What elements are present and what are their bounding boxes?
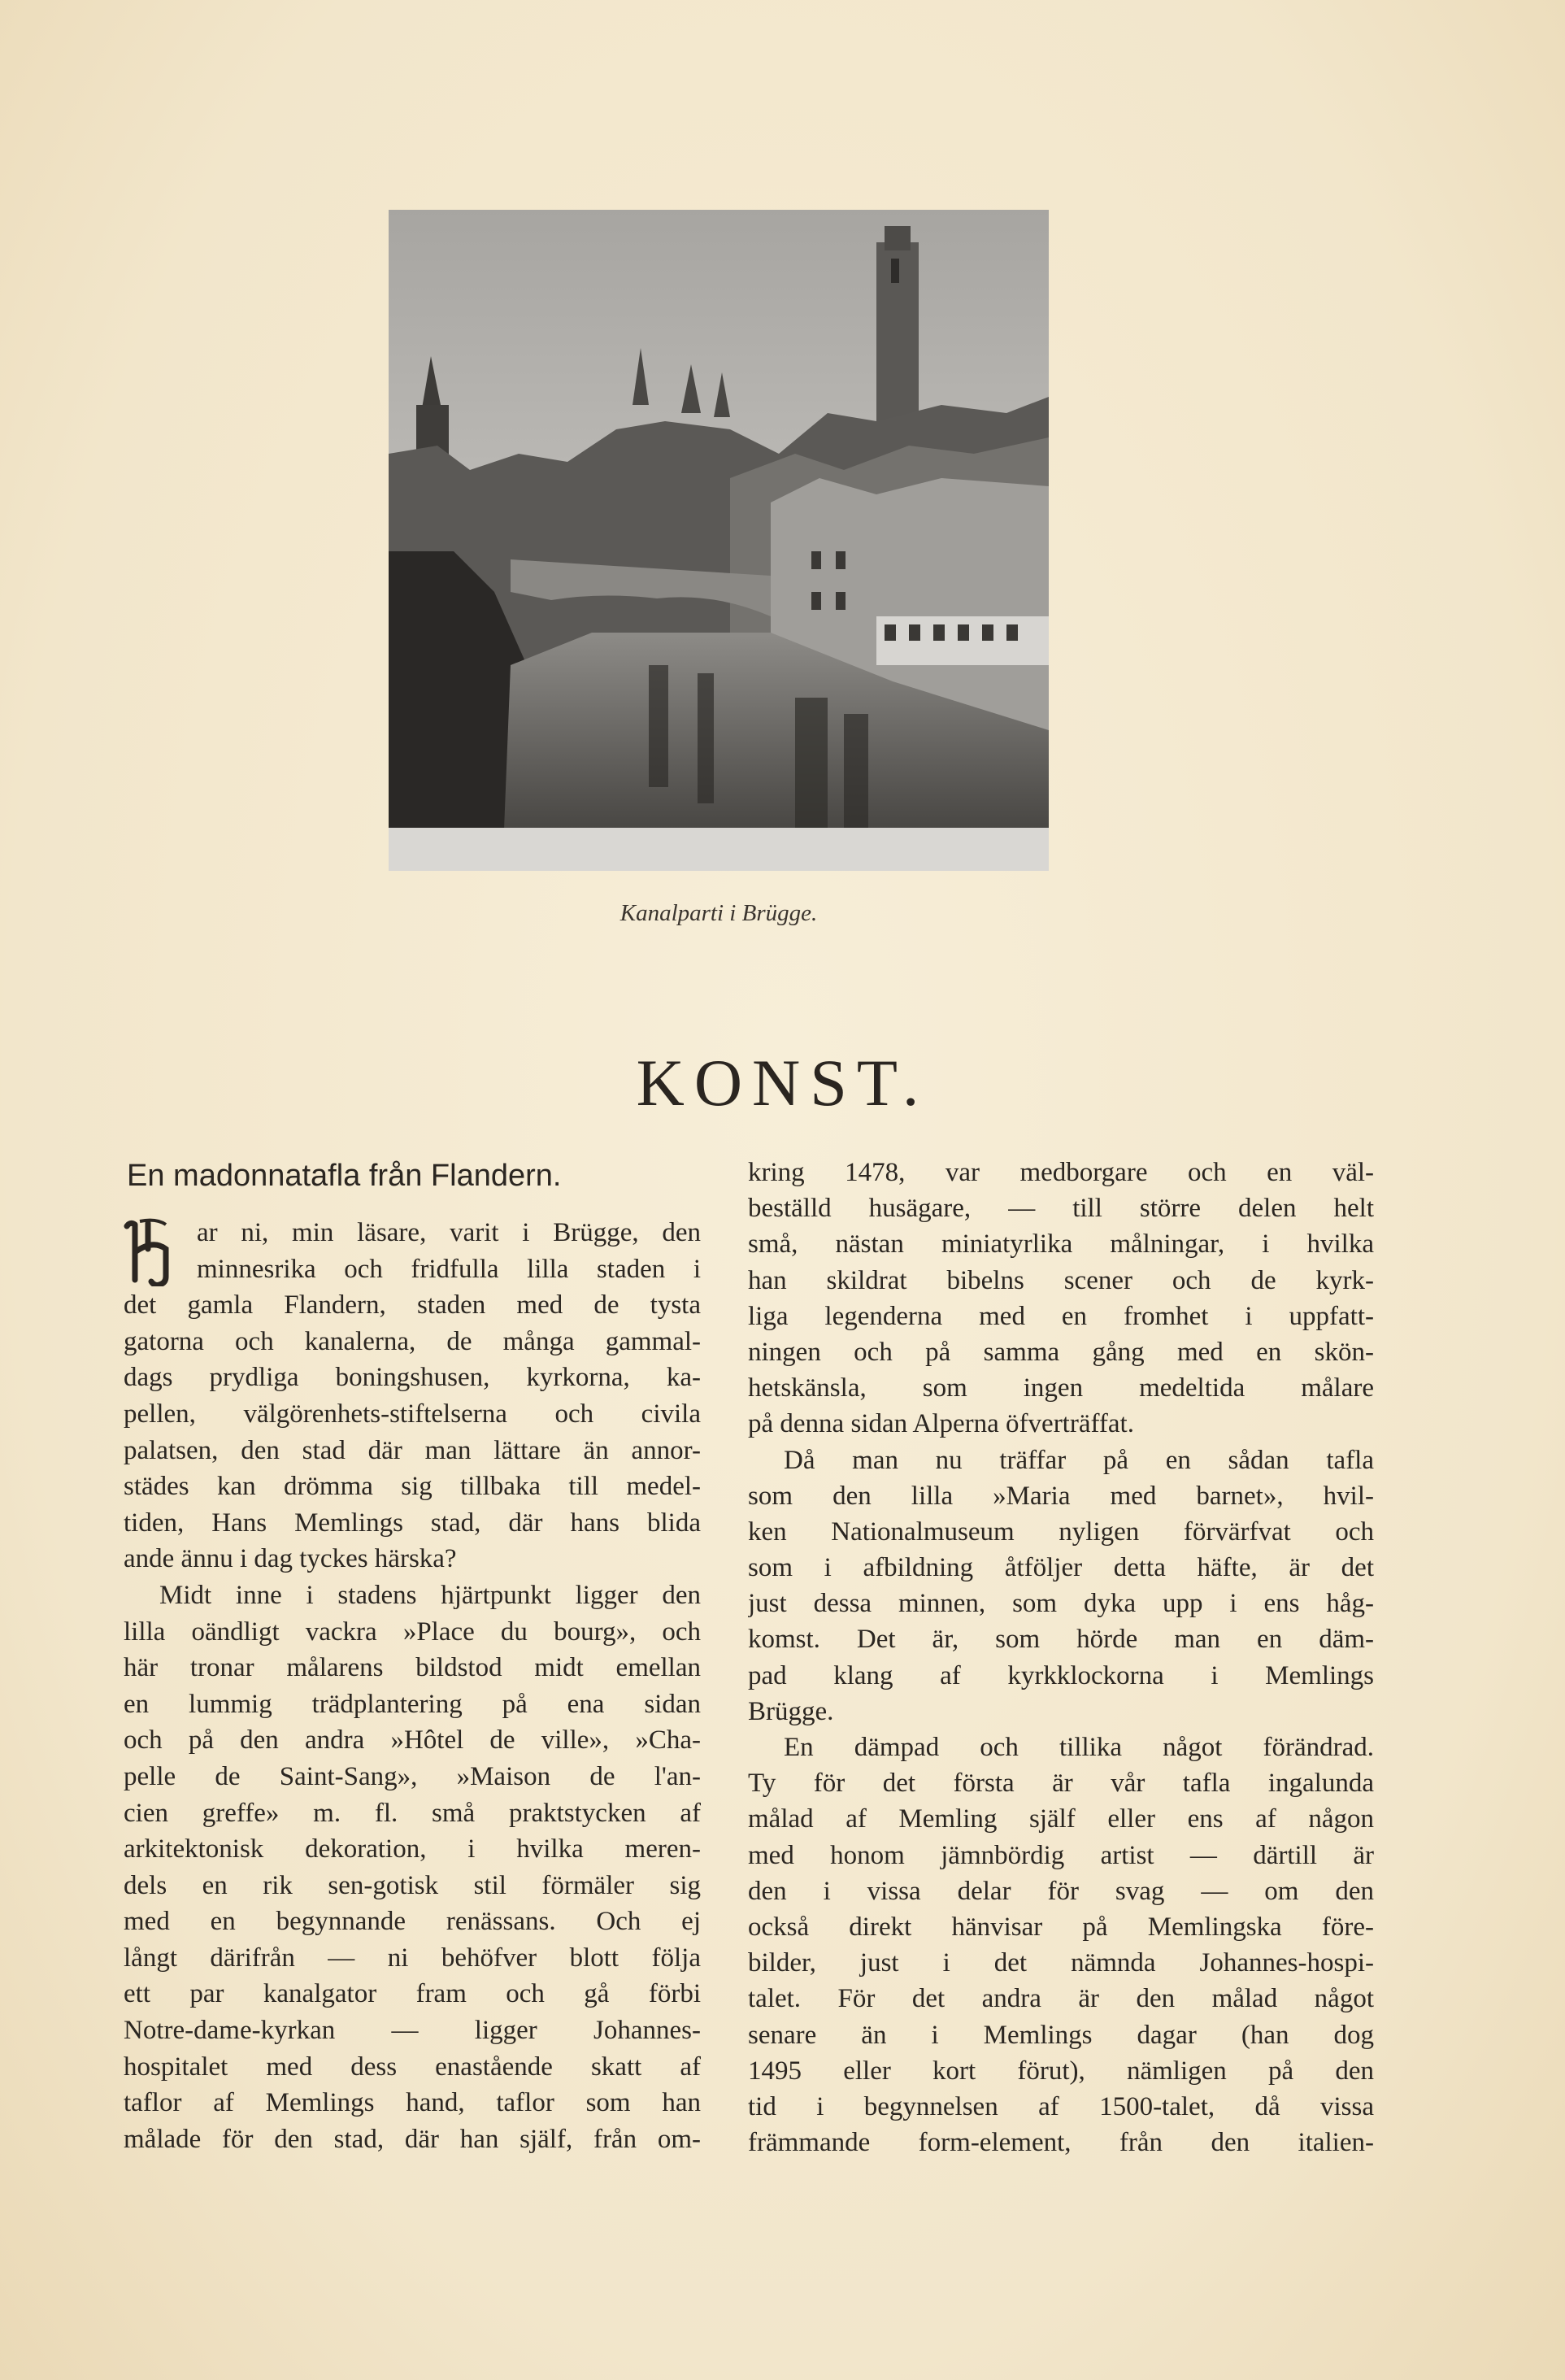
section-heading: KONST. bbox=[636, 1046, 929, 1120]
text-line: tiden, Hans Memlings stad, där hans blida bbox=[124, 1508, 701, 1538]
text-line: palatsen, den stad där man lättare än annor- bbox=[124, 1435, 701, 1465]
text-line: målad af Memling själf eller ens af någon bbox=[748, 1804, 1374, 1834]
text-line: en lummig trädplantering på ena sidan bbox=[124, 1689, 701, 1719]
text-line: Ty för det första är vår tafla ingalunda bbox=[748, 1769, 1374, 1799]
text-line: långt därifrån — ni behöfver blott följa bbox=[124, 1943, 701, 1973]
text-line: just dessa minnen, som dyka upp i ens håg- bbox=[748, 1589, 1374, 1619]
text-line: också direkt hänvisar på Memlingska före- bbox=[748, 1912, 1374, 1942]
text-line: Notre-dame-kyrkan — ligger Johannes- bbox=[124, 2016, 701, 2046]
text-line: som i afbildning åtföljer detta häfte, är det bbox=[748, 1553, 1374, 1583]
text-line: ningen och på samma gång med en skön- bbox=[748, 1337, 1374, 1367]
text-line: ande ännu i dag tyckes härska? bbox=[124, 1544, 457, 1574]
text-line: med en begynnande renässans. Och ej bbox=[124, 1907, 701, 1937]
photo-illustration bbox=[389, 210, 1049, 871]
text-line: Brügge. bbox=[748, 1696, 834, 1726]
text-line: beställd husägare, — till större delen helt bbox=[748, 1194, 1374, 1224]
text-line: pad klang af kyrkklockorna i Memlings bbox=[748, 1660, 1374, 1690]
text-line: liga legenderna med en fromhet i uppfatt- bbox=[748, 1301, 1374, 1331]
text-line: bilder, just i det nämnda Johannes-hospi- bbox=[748, 1948, 1374, 1978]
text-line: som den lilla »Maria med barnet», hvil- bbox=[748, 1481, 1374, 1511]
text-line: pelle de Saint-Sang», »Maison de l'an- bbox=[124, 1761, 701, 1791]
text-line: komst. Det är, som hörde man en däm- bbox=[748, 1625, 1374, 1655]
text-line: pellen, välgörenhets-stiftelserna och civila bbox=[124, 1399, 701, 1429]
text-line: taflor af Memlings hand, taflor som han bbox=[124, 2088, 701, 2118]
text-line: dels en rik sen-gotisk stil förmäler sig bbox=[124, 1870, 701, 1900]
text-line: senare än i Memlings dagar (han dog bbox=[748, 2020, 1374, 2050]
text-line: kring 1478, var medborgare och en väl- bbox=[748, 1158, 1374, 1187]
right-column bbox=[748, 1153, 1374, 2160]
text-line: främmande form-element, från den italien- bbox=[748, 2128, 1374, 2158]
text-line: små, nästan miniatyrlika målningar, i hvilka bbox=[748, 1229, 1374, 1260]
text-line: städes kan drömma sig tillbaka till medel- bbox=[124, 1472, 701, 1502]
article-body-left bbox=[124, 1215, 701, 2157]
text-line: tid i begynnelsen af 1500-talet, då vissa bbox=[748, 2091, 1374, 2121]
text-line: med honom jämnbördig artist — därtill är bbox=[748, 1840, 1374, 1870]
text-line: En dämpad och tillika något förändrad. bbox=[784, 1733, 1374, 1762]
text-line: målade för den stad, där han själf, från om- bbox=[124, 2124, 701, 2154]
text-line: hetskänsla, som ingen medeltida målare bbox=[748, 1373, 1374, 1403]
text-line: lilla oändligt vackra »Place du bourg», och bbox=[124, 1616, 701, 1647]
text-line: ken Nationalmuseum nyligen förvärfvat och bbox=[748, 1516, 1374, 1547]
photo-caption: Kanalparti i Brügge. bbox=[619, 900, 818, 926]
text-line: ar ni, min läsare, varit i Brügge, den bbox=[197, 1218, 701, 1247]
decorative-initial-h bbox=[124, 1216, 190, 1286]
text-line: här tronar målarens bildstod midt emellan bbox=[124, 1653, 701, 1683]
text-line: Midt inne i stadens hjärtpunkt ligger den bbox=[159, 1580, 701, 1610]
text-line: cien greffe» m. fl. små praktstycken af bbox=[124, 1798, 701, 1828]
text-line: på denna sidan Alperna öfverträffat. bbox=[748, 1409, 1134, 1439]
text-line: 1495 eller kort förut), nämligen på den bbox=[748, 2056, 1374, 2086]
text-line: gatorna och kanalerna, de många gammal- bbox=[124, 1326, 701, 1356]
text-line: dags prydliga boningshusen, kyrkorna, ka- bbox=[124, 1363, 701, 1393]
article-title: En madonnatafla från Flandern. bbox=[127, 1159, 562, 1193]
text-line: och på den andra »Hôtel de ville», »Cha- bbox=[124, 1725, 701, 1756]
text-line: talet. För det andra är den målad något bbox=[748, 1984, 1374, 2014]
text-line: ett par kanalgator fram och gå förbi bbox=[124, 1979, 701, 2009]
left-column bbox=[124, 1153, 701, 2157]
text-line: Då man nu träffar på en sådan tafla bbox=[784, 1445, 1374, 1475]
canal-photograph bbox=[389, 210, 1049, 871]
text-line: den i vissa delar för svag — om den bbox=[748, 1876, 1374, 1906]
text-line: minnesrika och fridfulla lilla staden i bbox=[197, 1254, 701, 1284]
text-line: han skildrat bibelns scener och de kyrk- bbox=[748, 1265, 1374, 1295]
text-line: arkitektonisk dekoration, i hvilka meren- bbox=[124, 1834, 701, 1864]
text-line: det gamla Flandern, staden med de tysta bbox=[124, 1290, 701, 1321]
text-line: hospitalet med dess enastående skatt af bbox=[124, 2051, 701, 2082]
